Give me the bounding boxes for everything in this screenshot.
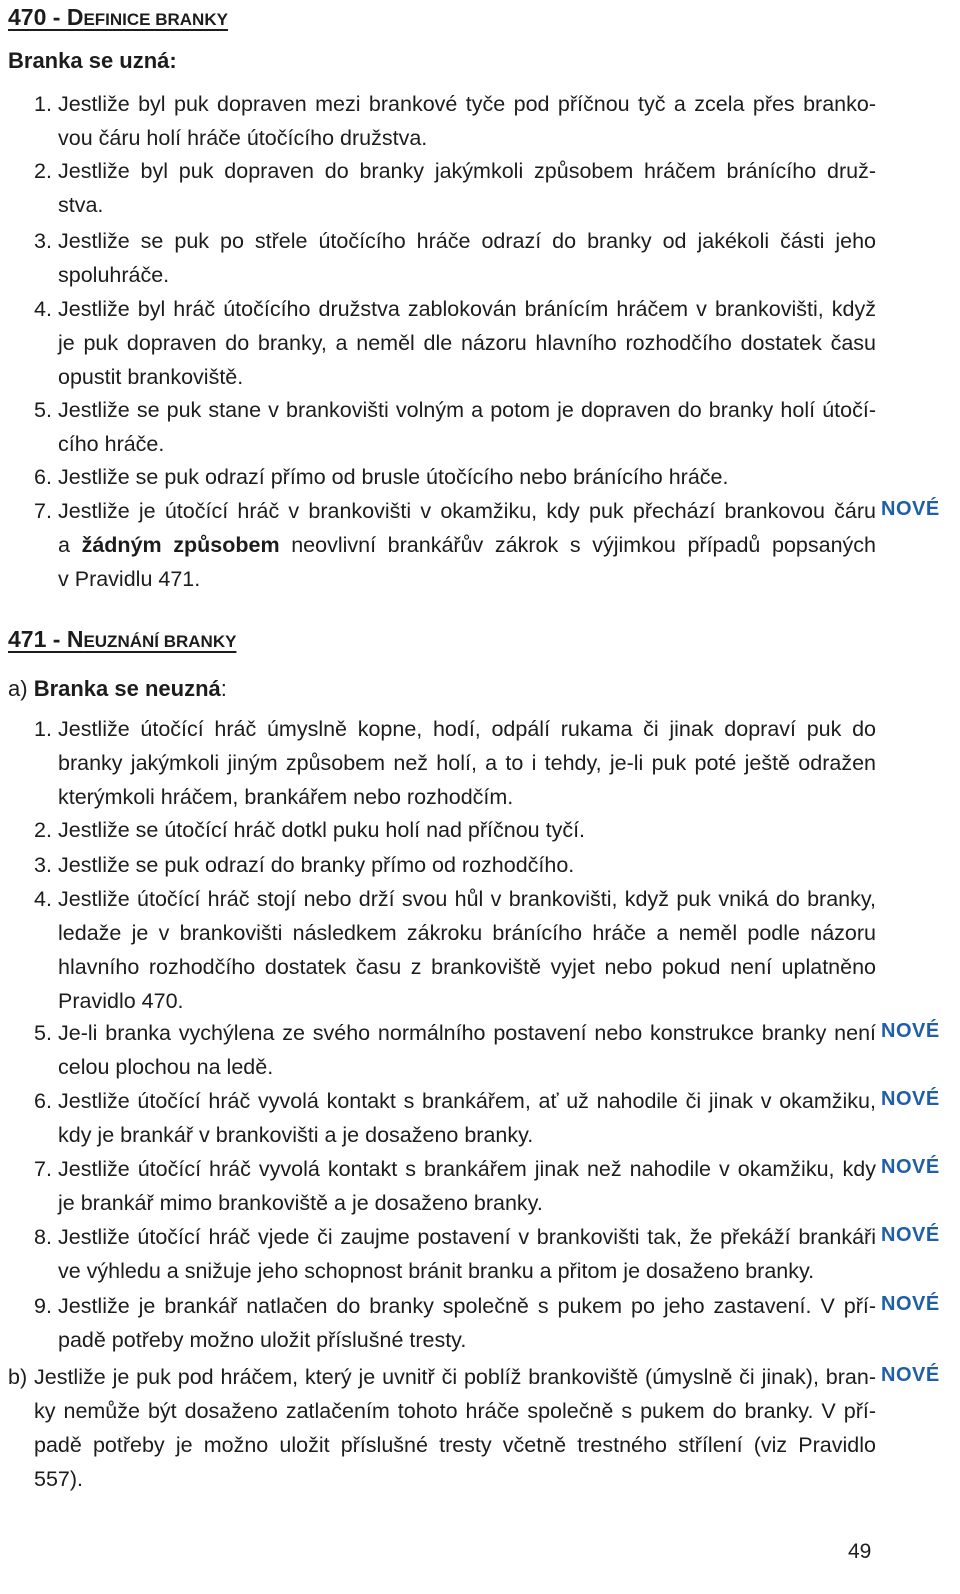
item-number: 4. [34, 297, 52, 321]
item-line: stva. [58, 193, 104, 217]
item-text [34, 1152, 876, 1220]
rule-470-title: EFINICE BRANKY [83, 10, 228, 29]
item-line: branky jakýmkoli jiným způsobem než holí, a to i tehdy, je-li puk poté ještě odražen [58, 751, 876, 775]
item-line: Jestliže je brankář natlačen do branky společně s pukem po jeho zastavení. V pří- [58, 1294, 876, 1318]
item-number: 2. [34, 818, 52, 842]
nove-badge: NOVÉ [881, 1156, 940, 1178]
item-line: Jestliže byl hráč útočícího družstva zablokován bránícím hráčem v brankovišti, když [58, 297, 876, 321]
item-text [34, 1016, 876, 1084]
item-number: 6. [34, 1089, 52, 1113]
item-line: opustit brankoviště. [58, 365, 244, 389]
rule-471-item-9 [34, 1289, 876, 1357]
rule-471-heading [8, 626, 236, 653]
item-line: Jestliže byl puk dopraven do branky jakýmkoli způsobem hráčem bránícího druž- [58, 159, 876, 183]
rule-470-subheading: Branka se uzná: [8, 48, 177, 73]
rule-471-item-4 [34, 882, 876, 1018]
item-number: 9. [34, 1294, 52, 1318]
subheading-suffix: : [220, 676, 227, 701]
rule-470-item-2 [34, 154, 876, 222]
item-line: Jestliže útočící hráč vjede či zaujme postavení v brankovišti tak, že překáží brankáři [58, 1225, 876, 1249]
item-text [8, 1360, 876, 1496]
nove-badge: NOVÉ [881, 1020, 940, 1042]
item-text [34, 154, 876, 222]
subheading-bold: Branka se neuzná [33, 676, 221, 701]
item-line: Jestliže útočící hráč stojí nebo drží svou hůl v brankovišti, když puk vniká do branky, [58, 887, 876, 911]
item-text [34, 813, 876, 847]
item-text [34, 848, 876, 882]
item-line: kdy je brankář v brankovišti a je dosaženo branky. [58, 1123, 534, 1147]
item-line: v Pravidlu 471. [58, 567, 201, 591]
item-number: 1. [34, 92, 52, 116]
nove-badge: NOVÉ [881, 1293, 940, 1315]
rule-471-item-7 [34, 1152, 876, 1220]
item-line: Jestliže útočící hráč vyvolá kontakt s brankářem jinak než nahodile v okamžiku, kdy [58, 1157, 876, 1181]
item-number: 7. [34, 499, 52, 523]
rule-471-item-b [8, 1360, 876, 1496]
item-text [34, 494, 876, 596]
rule-471-item-8 [34, 1220, 876, 1288]
item-number: 6. [34, 465, 52, 489]
item-number: 2. [34, 159, 52, 183]
item-line: je puk dopraven do branky, a neměl dle názoru hlavního rozhodčího dostatek času [58, 331, 876, 355]
rule-471-title: EUZNÁNÍ BRANKY [83, 632, 237, 651]
item-text [34, 1220, 876, 1288]
item-line: ky nemůže být dosaženo zatlačením tohoto hráče společně s pukem do branky. V pří- [34, 1399, 876, 1423]
item-number: 3. [34, 229, 52, 253]
rule-470-item-4 [34, 292, 876, 394]
rule-471-item-2 [34, 813, 876, 847]
item-text [34, 460, 876, 494]
item-line: vou čáru holí hráče útočícího družstva. [58, 126, 428, 150]
line-prefix: a [58, 533, 82, 557]
rule-470-item-7 [34, 494, 876, 596]
item-line: Jestliže se útočící hráč dotkl puku holí nad příčnou tyčí. [58, 818, 586, 842]
item-line: celou plochou na ledě. [58, 1055, 274, 1079]
item-line: hlavního rozhodčího dostatek času z brankoviště vyjet nebo pokud není uplatněno [58, 955, 876, 979]
item-line: padě potřeby je možno uložit příslušné tresty včetně trestného střílení (viz Pravidlo [34, 1433, 876, 1457]
item-line: Jestliže byl puk dopraven mezi brankové tyče pod příčnou tyč a zcela přes branko- [58, 92, 876, 116]
item-line: Jestliže je puk pod hráčem, který je uvnitř či poblíž brankoviště (úmyslně či jinak), bran- [34, 1365, 876, 1389]
item-line: Jestliže útočící hráč úmyslně kopne, hodí, odpálí rukama či jinak dopraví puk do [58, 717, 876, 741]
rule-470-item-5 [34, 393, 876, 461]
rule-470-item-1 [34, 87, 876, 155]
item-number: 4. [34, 887, 52, 911]
item-line: Pravidlo 470. [58, 989, 184, 1013]
item-text [34, 1084, 876, 1152]
item-line: Jestliže je útočící hráč v brankovišti v okamžiku, kdy puk přechází brankovou čáru [58, 499, 876, 523]
rule-470-number: 470 - D [8, 4, 84, 30]
item-number: 1. [34, 717, 52, 741]
item-line [58, 528, 876, 562]
page-number: 49 [848, 1540, 872, 1563]
item-line: ledaže je v brankovišti následkem zákroku bránícího hráče a neměl podle názoru [58, 921, 876, 945]
item-text [34, 393, 876, 461]
item-number: 3. [34, 853, 52, 877]
emphasis-text: žádným způsobem [81, 533, 280, 557]
rule-470-item-6 [34, 460, 876, 494]
item-text [34, 292, 876, 394]
rule-471-item-1 [34, 712, 876, 814]
nove-badge: NOVÉ [881, 1088, 940, 1110]
rule-471-subheading [8, 676, 227, 702]
item-number: 7. [34, 1157, 52, 1181]
nove-badge: NOVÉ [881, 1224, 940, 1246]
item-line: Jestliže útočící hráč vyvolá kontakt s brankářem, ať už nahodile či jinak v okamžiku, [58, 1089, 876, 1113]
rule-470-heading [8, 4, 228, 31]
item-line: ve výhledu a snižuje jeho schopnost bránit branku a přitom je dosaženo branky. [58, 1259, 815, 1283]
item-text [34, 712, 876, 814]
item-number: b) [8, 1365, 28, 1389]
item-line: Jestliže se puk odrazí do branky přímo od rozhodčího. [58, 853, 575, 877]
rule-471-item-5 [34, 1016, 876, 1084]
item-line: cího hráče. [58, 432, 165, 456]
nove-badge: NOVÉ [881, 498, 940, 520]
rule-471-number: 471 - N [8, 626, 84, 652]
item-line: Jestliže se puk po střele útočícího hráče odrazí do branky od jakékoli části jeho [58, 229, 876, 253]
item-line: Jestliže se puk stane v brankovišti volným a potom je dopraven do branky holí útočí- [58, 398, 876, 422]
subheading-prefix: a) [8, 676, 34, 701]
item-number: 5. [34, 398, 52, 422]
item-text [34, 87, 876, 155]
item-line: je brankář mimo brankoviště a je dosaženo branky. [58, 1191, 543, 1215]
rule-471-item-6 [34, 1084, 876, 1152]
item-line: padě potřeby možno uložit příslušné tresty. [58, 1328, 467, 1352]
item-text [34, 882, 876, 1018]
item-line: spoluhráče. [58, 263, 170, 287]
item-line: Je-li branka vychýlena ze svého normálního postavení nebo konstrukce branky není [58, 1021, 876, 1045]
rule-470-item-3 [34, 224, 876, 292]
line-suffix: neovlivní brankářův zákrok s výjimkou případů popsaných [279, 533, 877, 557]
item-text [34, 224, 876, 292]
nove-badge: NOVÉ [881, 1364, 940, 1386]
item-line: kterýmkoli hráčem, brankářem nebo rozhodčím. [58, 785, 514, 809]
item-line: 557). [34, 1467, 84, 1491]
item-line: Jestliže se puk odrazí přímo od brusle útočícího nebo bránícího hráče. [58, 465, 729, 489]
item-text [34, 1289, 876, 1357]
rule-471-item-3 [34, 848, 876, 882]
item-number: 5. [34, 1021, 52, 1045]
item-number: 8. [34, 1225, 52, 1249]
